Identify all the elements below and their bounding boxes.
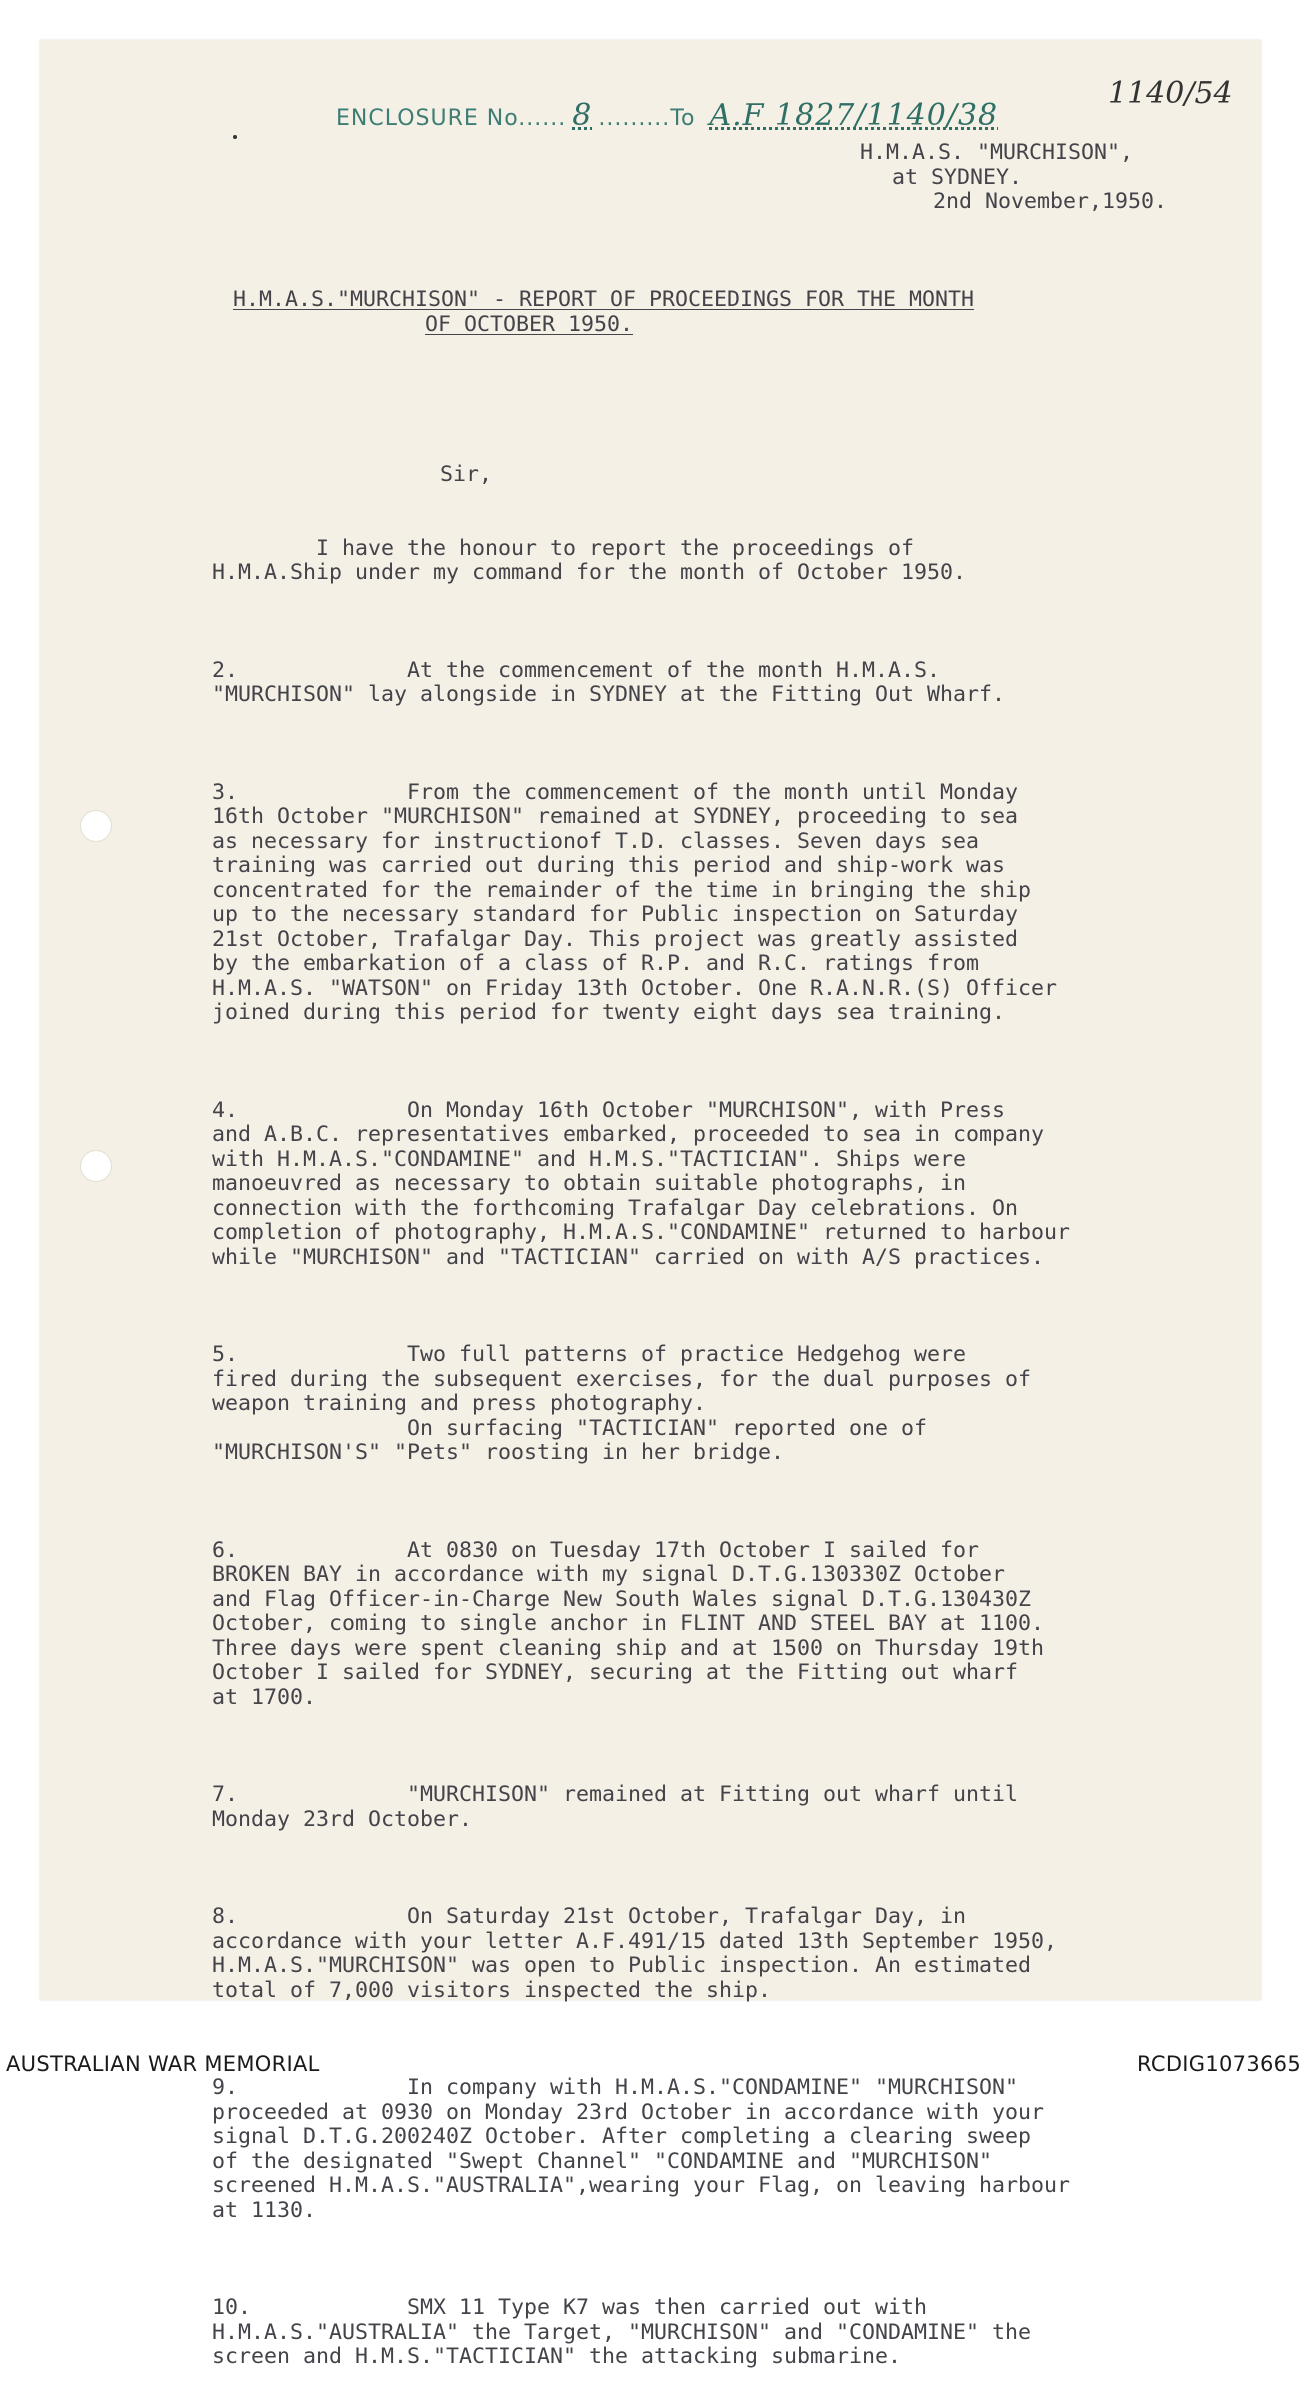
ink-dot (233, 135, 237, 139)
stamp-file-number: A.F 1827/1140/38 (709, 98, 999, 133)
greeting: Sir, (440, 462, 493, 487)
sender-address (860, 141, 1167, 215)
paragraph-9: 9. In company with H.M.A.S."CONDAMINE" "MURCHISON" proceeded at 0930 on Monday 23rd October in accordance with your signal D.T.G.200240Z October. After completing a clearing sweep of the designated "Swept Channel" "CONDAMINE and "MURCHISON" screened H.M.A.S."AUSTRALIA",wearing your Flag, on leaving harbour at 1130. (212, 2075, 1071, 2223)
paragraph-4: 4. On Monday 16th October "MURCHISON", with Press and A.B.C. representatives embarked, proceeded to sea in company with H.M.A.S."CONDAMINE" and H.M.S."TACTICIAN". Ships were manoeuvred as necessary to obtain suitable photographs, in connection with the forthcoming Trafalgar Day celebrations. On completion of photography, H.M.A.S."CONDAMINE" returned to harbour while "MURCHISON" and "TACTICIAN" carried on with A/S practices. (212, 1097, 1071, 1270)
paragraph-10: 10. SMX 11 Type K7 was then carried out with H.M.A.S."AUSTRALIA" the Target, "MURCHISON" and "CONDAMINE" the screen and H.M.S."TACTICIAN" the attacking submarine. (212, 2295, 1032, 2369)
paragraph-8: 8. On Saturday 21st October, Trafalgar Day, in accordance with your letter A.F.491/15 dated 13th September 1950, H.M.A.S."MURCHISON" was open to Public inspection. An estimated total of 7,000 visitors inspected the ship. (212, 1904, 1058, 2003)
address-line: 2nd November,1950. (933, 189, 1168, 214)
stamp-middle: To (670, 106, 696, 131)
footer-record-id: RCDIG1073665 (1137, 2052, 1301, 2076)
paragraph-6: 6. At 0830 on Tuesday 17th October I sailed for BROKEN BAY in accordance with my signal D.T.G.130330Z October and Flag Officer-in-Charge New South Wales signal D.T.G.130430Z October, coming to single anchor in FLINT AND STEEL BAY at 1100. Three days were spent cleaning ship and at 1500 on Thursday 19th October I sailed for SYDNEY, securing at the Fitting out wharf at 1700. (212, 1537, 1045, 1710)
punch-hole-top (80, 810, 112, 842)
paragraph-7: 7. "MURCHISON" remained at Fitting out wharf until Monday 23rd October. (212, 1782, 1019, 1832)
address-line: H.M.A.S. "MURCHISON", (860, 140, 1134, 165)
address-line: at SYDNEY. (892, 164, 1023, 190)
report-title (233, 288, 974, 337)
handwritten-file-reference: 1140/54 (1108, 76, 1233, 111)
footer-institution: AUSTRALIAN WAR MEMORIAL (6, 2052, 320, 2076)
title-line: H.M.A.S."MURCHISON" - REPORT OF PROCEEDINGS FOR THE MONTH (233, 287, 975, 312)
punch-hole-bottom (80, 1150, 112, 1182)
report-body (212, 414, 1212, 2394)
enclosure-stamp: ENCLOSURE No...... 8 .........To A.F 1827/1140/38 (336, 98, 999, 133)
stamp-number: 8 (572, 98, 593, 133)
paragraph-1: I have the honour to report the proceedings of H.M.A.Ship under my command for the month of October 1950. (212, 535, 967, 585)
title-line: OF OCTOBER 1950. (425, 311, 634, 337)
stamp-prefix: ENCLOSURE No (336, 106, 519, 131)
paragraph-3: 3. From the commencement of the month until Monday 16th October "MURCHISON" remained at SYDNEY, proceeding to sea as necessary for instructionof T.D. classes. Seven days sea training was carried out during this period and ship-work was concentrated for the remainder of the time in bringing the ship up to the necessary standard for Public inspection on Saturday 21st October, Trafalgar Day. This project was greatly assisted by the embarkation of a class of R.P. and R.C. ratings from H.M.A.S. "WATSON" on Friday 13th October. One R.A.N.R.(S) Officer joined during this period for twenty eight days sea training. (212, 779, 1058, 1025)
paragraph-5: 5. Two full patterns of practice Hedgehog were fired during the subsequent exercises, for the dual purposes of weapon training and press photography. On surfacing "TACTICIAN" reported one of "MURCHISON'S" "Pets" roosting in her bridge. (212, 1342, 1032, 1465)
paragraph-2: 2. At the commencement of the month H.M.A.S. "MURCHISON" lay alongside in SYDNEY at the Fitting Out Wharf. (212, 657, 1006, 707)
